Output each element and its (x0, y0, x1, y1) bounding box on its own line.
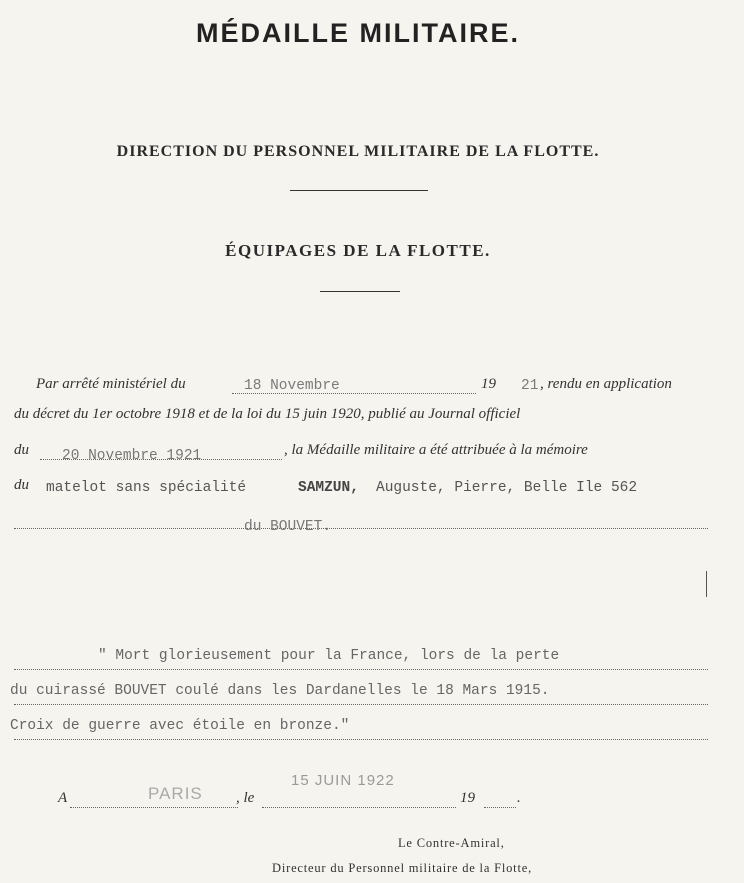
decree-text: du (14, 477, 29, 493)
fill-dots (14, 738, 708, 740)
dateline-text: A (58, 790, 68, 806)
divider-rule (320, 291, 400, 292)
signature-subtitle: Directeur du Personnel militaire de la Flotte, (272, 861, 532, 875)
margin-mark (706, 571, 707, 597)
equipages-heading: ÉQUIPAGES DE LA FLOTTE. (225, 241, 491, 260)
decree-text: du décret du 1er octobre 1918 et de la loi du 15 juin 1920, publié au Journal officiel (14, 406, 521, 422)
typed-decree-date: 18 Novembre (244, 378, 340, 394)
fill-dots (14, 703, 708, 705)
dateline-text: , le (236, 790, 255, 806)
decree-text: , la Médaille militaire a été attribuée à la mémoire (284, 442, 588, 458)
fill-dots (70, 806, 238, 808)
typed-publication-date: 20 Novembre 1921 (62, 448, 202, 464)
fill-dots (262, 806, 456, 808)
decree-text: , rendu en application (540, 376, 672, 392)
citation-line: Croix de guerre avec étoile en bronze." (10, 718, 350, 734)
citation-line: " Mort glorieusement pour la France, lors de la perte (98, 648, 560, 664)
fill-dots (14, 668, 708, 670)
typed-given-names: Auguste, Pierre, Belle Ile 562 (376, 480, 638, 496)
signature-title: Le Contre-Amiral, (398, 836, 505, 850)
date-stamp: 15 JUIN 1922 (291, 772, 395, 789)
typed-rank: matelot sans spécialité (46, 480, 247, 496)
decree-text: du (14, 442, 29, 458)
typed-ship: du BOUVET. (244, 519, 332, 535)
citation-line: du cuirassé BOUVET coulé dans les Dardanelles le 18 Mars 1915. (10, 683, 550, 699)
divider-rule (290, 190, 428, 191)
fill-dots (484, 806, 516, 808)
decree-text: 19 (481, 376, 496, 392)
decree-text: Par arrêté ministériel du (36, 376, 186, 392)
direction-heading: DIRECTION DU PERSONNEL MILITAIRE DE LA FLOTTE. (116, 143, 600, 160)
fill-dots (14, 527, 708, 529)
document-title: MÉDAILLE MILITAIRE. (196, 18, 520, 48)
dateline-text: . (517, 790, 521, 806)
place-stamp: PARIS (148, 784, 203, 803)
typed-surname: SAMZUN, (298, 480, 359, 496)
typed-decree-year: 21 (521, 378, 539, 394)
dateline-text: 19 (460, 790, 475, 806)
